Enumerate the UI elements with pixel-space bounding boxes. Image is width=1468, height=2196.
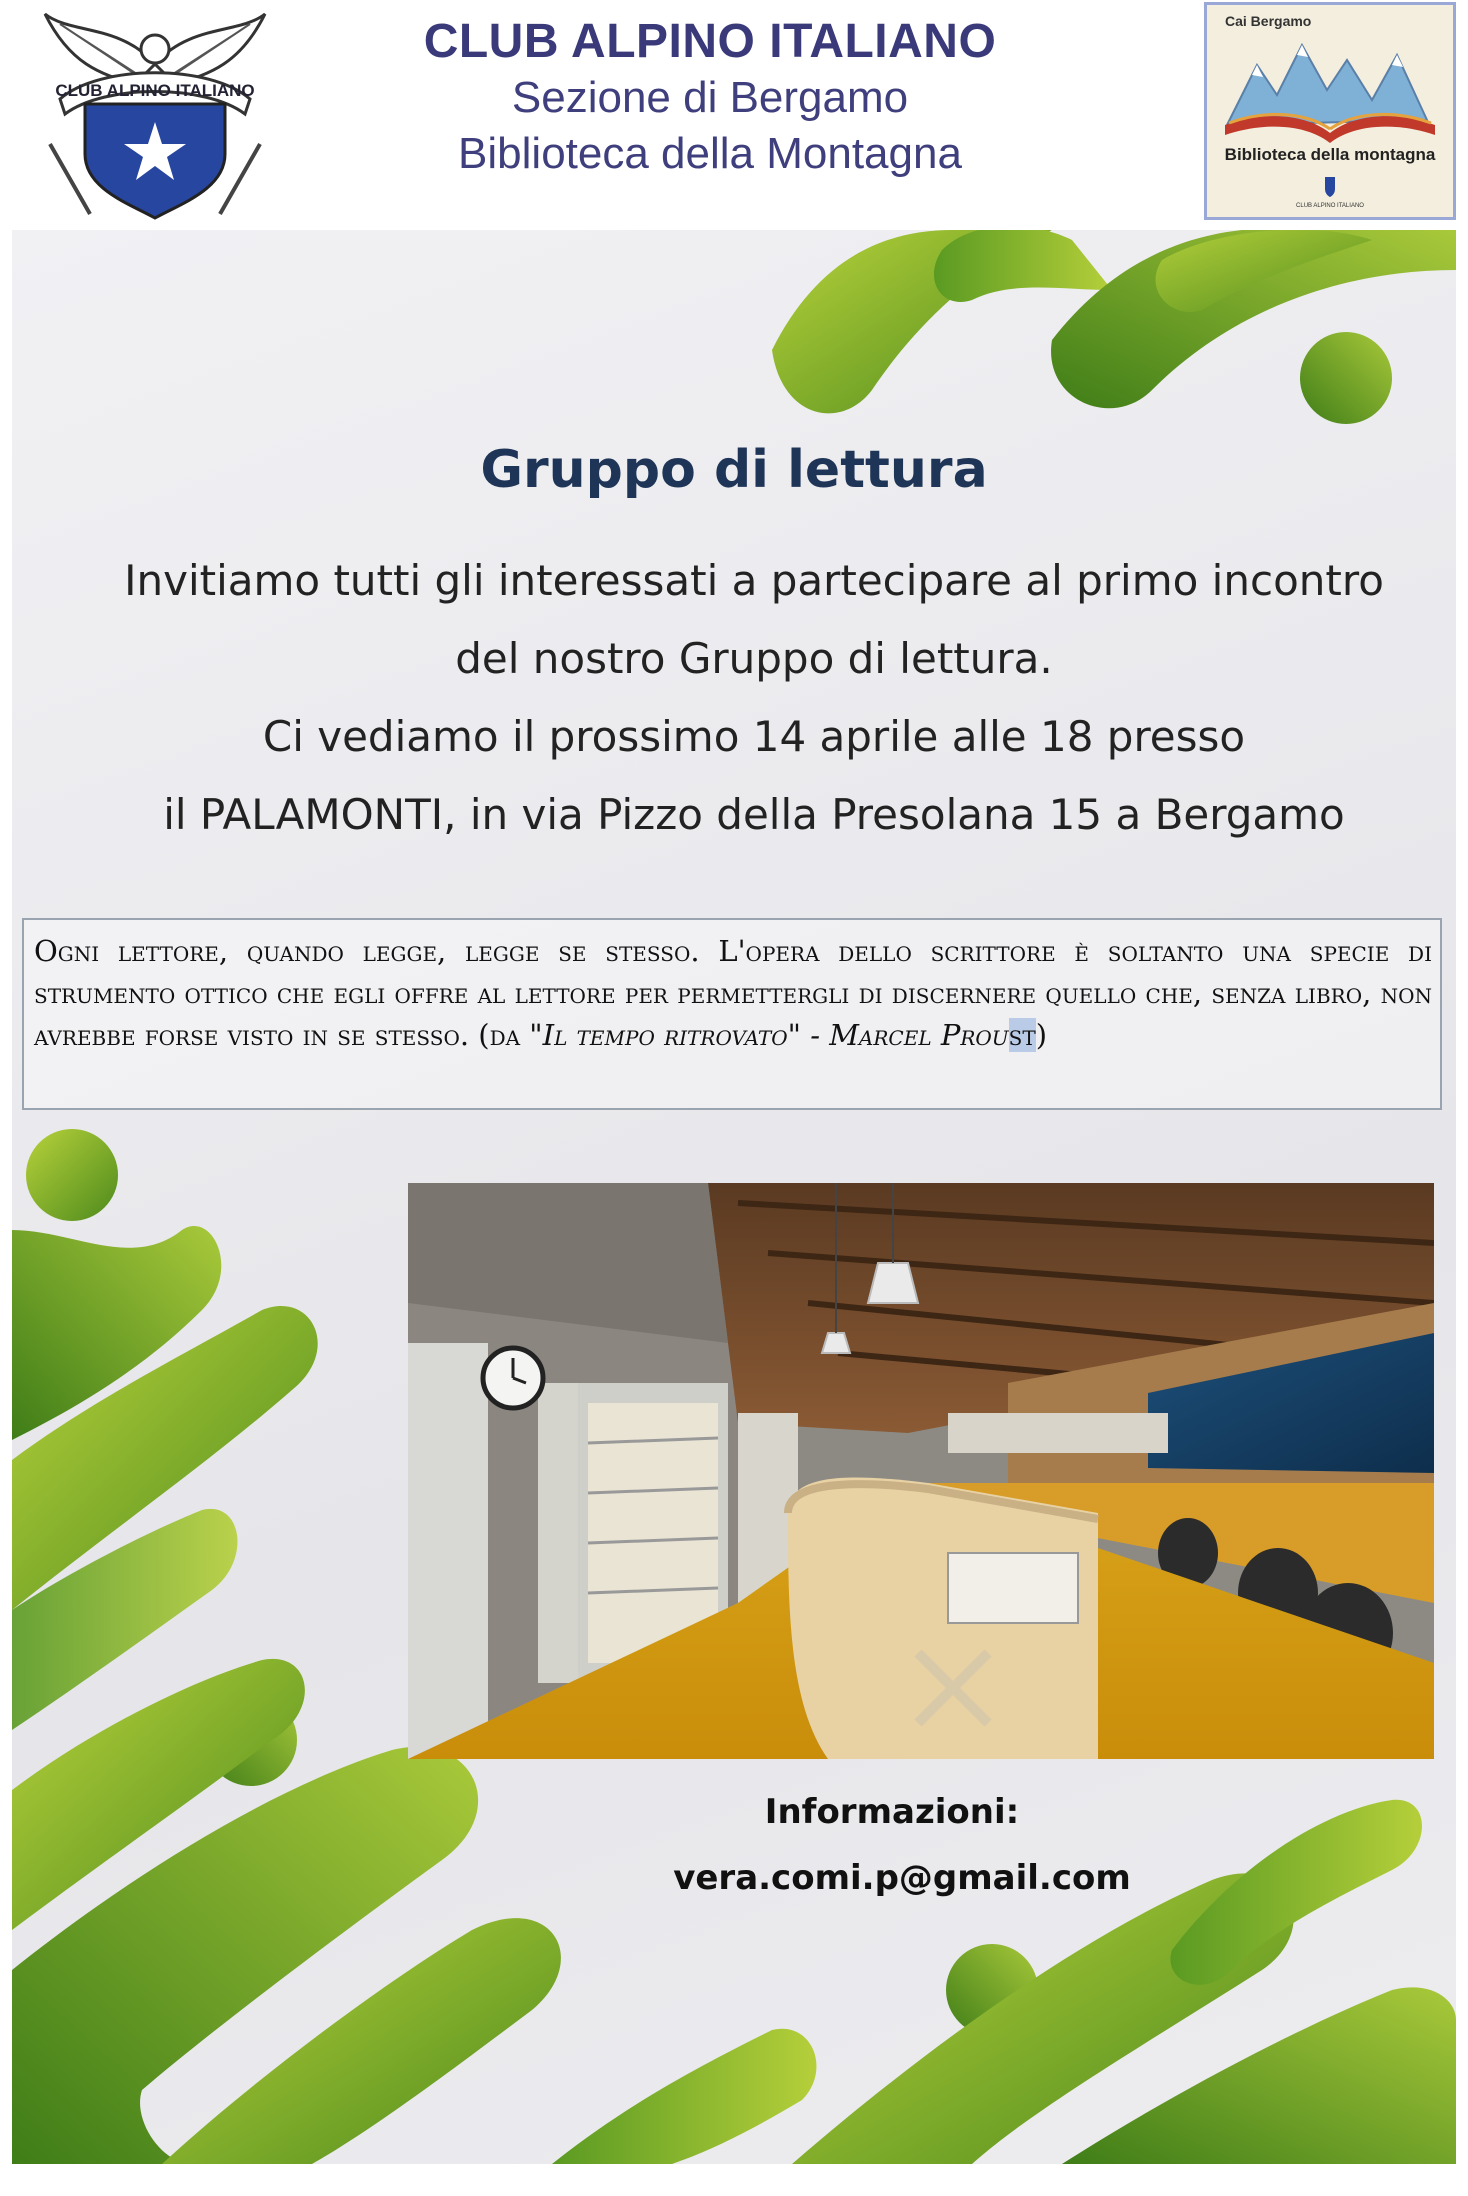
biblioteca-logo-caption-top: Cai Bergamo (1225, 13, 1312, 29)
organization-title: CLUB ALPINO ITALIANO (423, 15, 997, 68)
invitation-text (32, 542, 1456, 854)
info-label: Informazioni: (764, 1792, 1020, 1832)
quote-closing: ) (1035, 1018, 1048, 1052)
biblioteca-logo-caption-bottom: Biblioteca della montagna (1224, 145, 1436, 164)
contact-email[interactable]: vera.comi.p@gmail.com (673, 1858, 1131, 1898)
quote-text: Ogni lettore, quando legge, legge se stesso. L'opera dello scrittore è soltanto una specie di strumento ottico che egli offre al lettore per permettergli di discernere quello che, senza libro, non avrebbe forse visto in se stesso. (da (34, 934, 1432, 1052)
invitation-line: Invitiamo tutti gli interessati a partecipare al primo incontro (124, 556, 1384, 605)
invitation-line: il PALAMONTI, in via Pizzo della Presolana 15 a Bergamo (163, 790, 1345, 839)
invitation-line: del nostro Gruppo di lettura. (455, 634, 1053, 683)
poster (12, 230, 1456, 2164)
library-interior-photo (408, 1183, 1434, 1759)
invitation-line: Ci vediamo il prossimo 14 aprile alle 18 presso (262, 712, 1246, 761)
quote-source: "Il tempo ritrovato" - Marcel Prou (529, 1018, 1009, 1052)
svg-text:CLUB ALPINO ITALIANO: CLUB ALPINO ITALIANO (1296, 203, 1364, 209)
biblioteca-logo (1204, 2, 1456, 220)
proust-quote-box (22, 918, 1442, 1110)
quote-source-highlight: st (1008, 1018, 1036, 1052)
cai-eagle-shield-logo-icon (40, 4, 270, 222)
header-text-block (380, 14, 1040, 182)
event-title: Gruppo di lettura (480, 440, 988, 500)
svg-text:CLUB ALPINO ITALIANO: CLUB ALPINO ITALIANO (55, 81, 255, 100)
library-name: Biblioteca della Montagna (458, 129, 962, 178)
open-book-mountains-icon (1207, 5, 1453, 217)
section-name: Sezione di Bergamo (511, 73, 909, 122)
header (0, 0, 1468, 228)
library-interior-photo-icon (408, 1183, 1434, 1759)
